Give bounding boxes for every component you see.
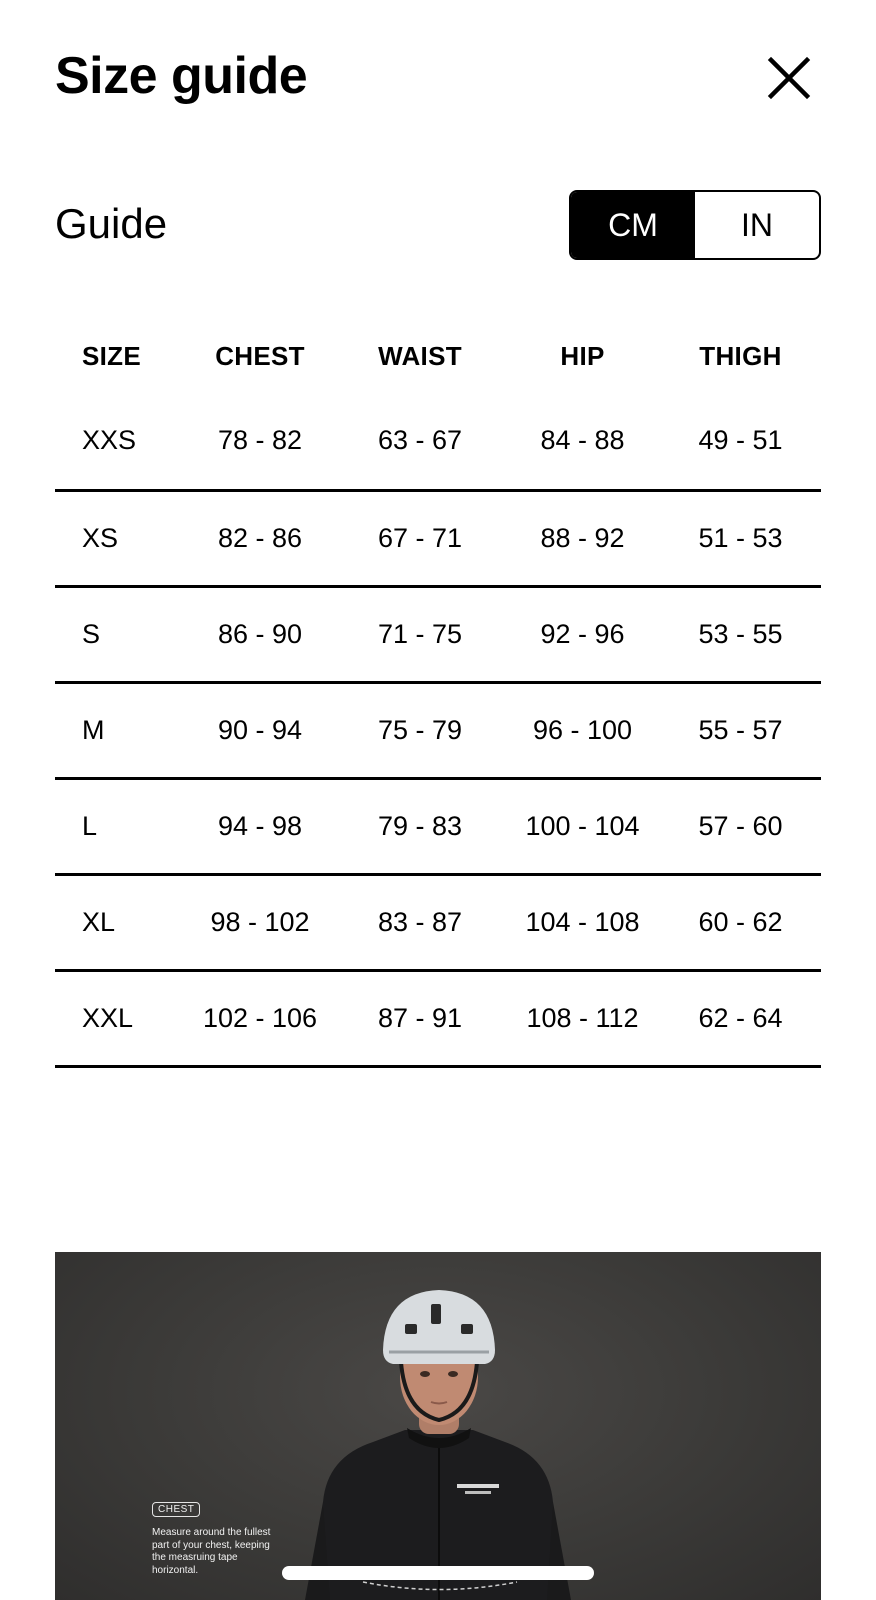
home-indicator[interactable] xyxy=(282,1566,594,1580)
table-row xyxy=(55,780,821,876)
guide-label: Guide xyxy=(55,200,168,247)
waist-cell: 71 - 75 xyxy=(377,619,463,649)
table-row xyxy=(55,392,821,492)
hip-cell: 92 - 96 xyxy=(540,619,625,649)
size-table xyxy=(55,320,821,1068)
thigh-cell: 49 - 51 xyxy=(698,425,783,455)
size-cell: L xyxy=(82,811,98,841)
unit-option-in[interactable]: IN xyxy=(741,206,773,243)
thigh-cell: 62 - 64 xyxy=(698,1003,783,1033)
waist-cell: 83 - 87 xyxy=(377,907,463,937)
thigh-cell: 57 - 60 xyxy=(698,811,783,841)
waist-cell: 79 - 83 xyxy=(377,811,463,841)
chest-cell: 82 - 86 xyxy=(217,523,303,553)
column-header-waist: WAIST xyxy=(378,340,462,371)
thigh-cell: 53 - 55 xyxy=(698,619,783,649)
close-icon xyxy=(767,56,811,100)
chest-cell: 102 - 106 xyxy=(202,1003,318,1033)
guide-section-header xyxy=(55,190,821,260)
chest-caption: Measure around the fullest part of your chest, keeping the measruing tape horizontal. xyxy=(152,1527,271,1576)
close-button[interactable] xyxy=(767,56,811,100)
size-cell: S xyxy=(82,619,101,649)
chest-cell: 90 - 94 xyxy=(217,715,303,745)
waist-cell: 67 - 71 xyxy=(377,523,463,553)
table-header-row xyxy=(55,320,821,392)
size-cell: XL xyxy=(82,907,116,937)
table-row xyxy=(55,972,821,1068)
chest-cell: 78 - 82 xyxy=(217,425,303,455)
hip-cell: 104 - 108 xyxy=(525,907,640,937)
thigh-cell: 55 - 57 xyxy=(698,715,783,745)
column-header-thigh: THIGH xyxy=(699,340,782,371)
header xyxy=(55,40,821,110)
column-header-size: SIZE xyxy=(82,340,141,371)
thigh-cell: 51 - 53 xyxy=(698,523,783,553)
chest-cell: 94 - 98 xyxy=(217,811,303,841)
thigh-cell: 60 - 62 xyxy=(698,907,783,937)
hip-cell: 84 - 88 xyxy=(540,425,625,455)
hip-cell: 108 - 112 xyxy=(526,1003,639,1033)
table-row xyxy=(55,876,821,972)
size-cell: XXL xyxy=(82,1003,134,1033)
page-title: Size guide xyxy=(55,47,308,105)
measurement-photo xyxy=(55,1252,821,1600)
hip-cell: 88 - 92 xyxy=(540,523,625,553)
waist-cell: 63 - 67 xyxy=(377,425,463,455)
column-header-chest: CHEST xyxy=(215,340,305,371)
size-cell: XXS xyxy=(82,425,137,455)
size-cell: M xyxy=(82,715,105,745)
hip-cell: 96 - 100 xyxy=(532,715,633,745)
table-row xyxy=(55,492,821,588)
table-row xyxy=(55,588,821,684)
chest-cell: 86 - 90 xyxy=(217,619,303,649)
waist-cell: 75 - 79 xyxy=(377,715,463,745)
table-row xyxy=(55,684,821,780)
chest-badge: CHEST xyxy=(152,1502,200,1517)
unit-toggle[interactable] xyxy=(569,190,821,260)
unit-option-cm[interactable]: CM xyxy=(571,192,695,258)
size-cell: XS xyxy=(82,523,119,553)
waist-cell: 87 - 91 xyxy=(377,1003,463,1033)
chest-cell: 98 - 102 xyxy=(210,907,310,937)
column-header-hip: HIP xyxy=(560,340,605,371)
hip-cell: 100 - 104 xyxy=(525,811,640,841)
